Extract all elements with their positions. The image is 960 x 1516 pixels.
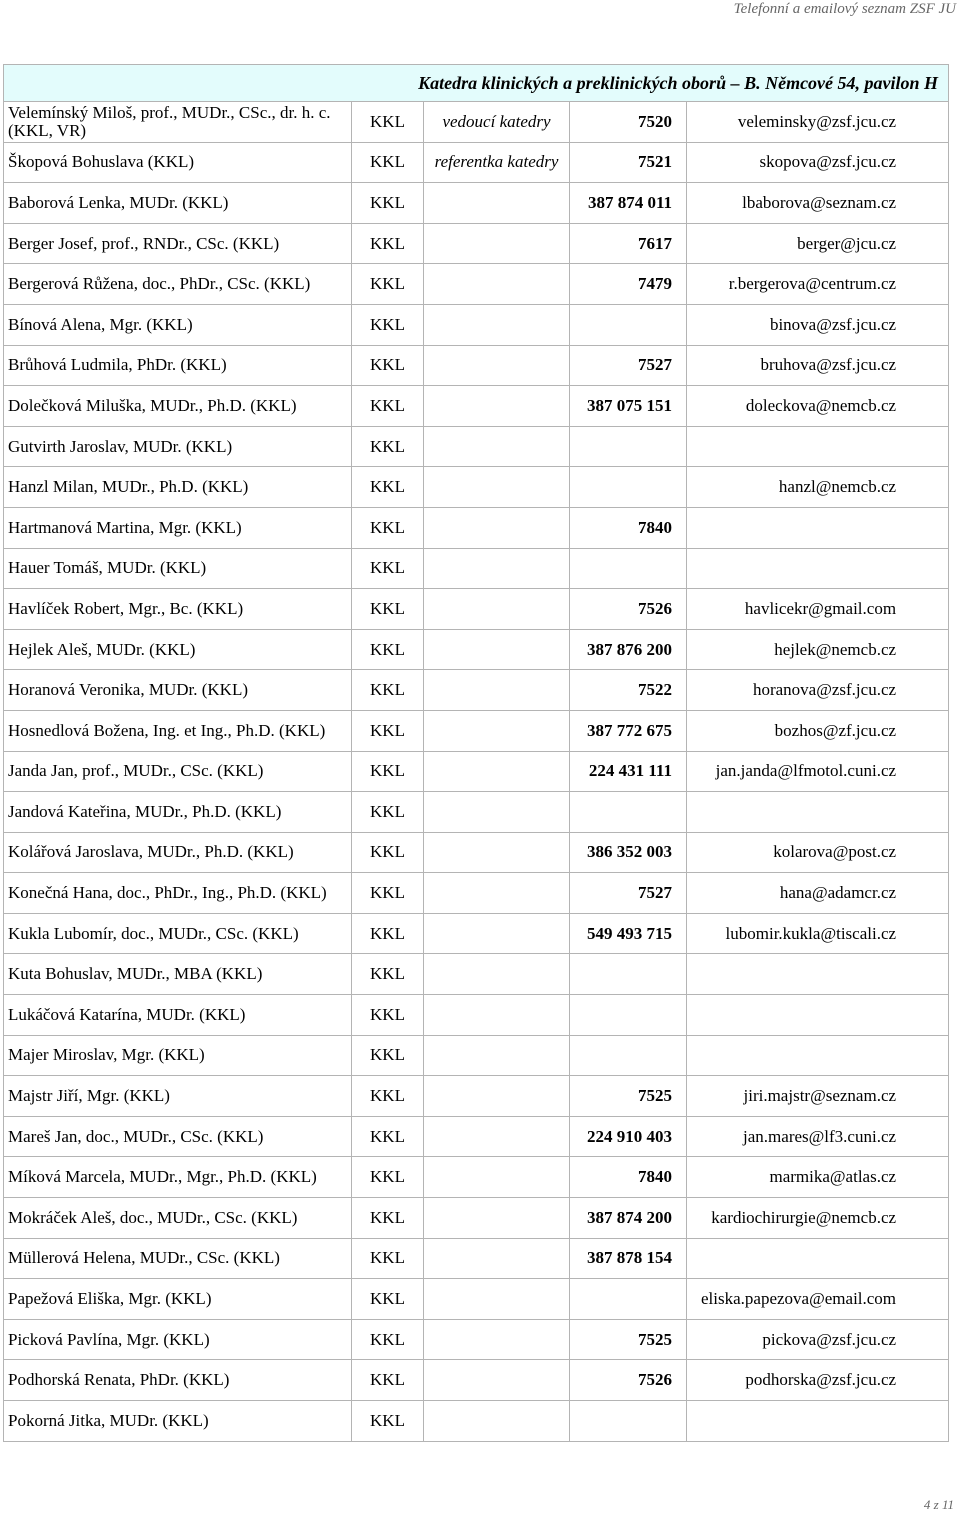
person-name-cell: Baborová Lenka, MUDr. (KKL) xyxy=(4,183,352,224)
role-cell xyxy=(424,670,570,711)
department-code-cell: KKL xyxy=(352,183,424,224)
department-code-cell: KKL xyxy=(352,1401,424,1442)
email-cell: skopova@zsf.jcu.cz xyxy=(687,142,949,183)
email-cell: lubomir.kukla@tiscali.cz xyxy=(687,913,949,954)
department-code-cell: KKL xyxy=(352,670,424,711)
table-row xyxy=(4,873,949,914)
table-row xyxy=(4,1401,949,1442)
person-name-cell: Hosnedlová Božena, Ing. et Ing., Ph.D. (KKL) xyxy=(4,710,352,751)
phone-cell xyxy=(570,467,687,508)
phone-cell: 7527 xyxy=(570,345,687,386)
department-code-cell: KKL xyxy=(352,142,424,183)
person-name-cell: Kolářová Jaroslava, MUDr., Ph.D. (KKL) xyxy=(4,832,352,873)
department-code-cell: KKL xyxy=(352,629,424,670)
table-row xyxy=(4,1035,949,1076)
table-row xyxy=(4,1319,949,1360)
person-name-cell: Papežová Eliška, Mgr. (KKL) xyxy=(4,1279,352,1320)
phone-cell xyxy=(570,426,687,467)
email-cell: jan.janda@lfmotol.cuni.cz xyxy=(687,751,949,792)
table-row xyxy=(4,995,949,1036)
role-cell xyxy=(424,1198,570,1239)
email-cell: hanzl@nemcb.cz xyxy=(687,467,949,508)
role-cell xyxy=(424,1279,570,1320)
role-cell xyxy=(424,304,570,345)
email-cell: lbaborova@seznam.cz xyxy=(687,183,949,224)
person-name-cell: Velemínský Miloš, prof., MUDr., CSc., dr. h. c. (KKL, VR) xyxy=(4,102,352,143)
table-row xyxy=(4,589,949,630)
table-row xyxy=(4,1198,949,1239)
department-code-cell: KKL xyxy=(352,507,424,548)
department-title: Katedra klinických a preklinických oborů – B. Němcové 54, pavilon H xyxy=(4,65,949,102)
department-code-cell: KKL xyxy=(352,589,424,630)
phone-cell: 386 352 003 xyxy=(570,832,687,873)
department-code-cell: KKL xyxy=(352,264,424,305)
role-cell xyxy=(424,1116,570,1157)
email-cell: eliska.papezova@email.com xyxy=(687,1279,949,1320)
phone-cell: 7526 xyxy=(570,589,687,630)
phone-cell: 387 772 675 xyxy=(570,710,687,751)
role-cell xyxy=(424,1360,570,1401)
email-cell: berger@jcu.cz xyxy=(687,223,949,264)
person-name-cell: Hauer Tomáš, MUDr. (KKL) xyxy=(4,548,352,589)
email-cell: horanova@zsf.jcu.cz xyxy=(687,670,949,711)
email-cell: marmika@atlas.cz xyxy=(687,1157,949,1198)
email-cell: havlicekr@gmail.com xyxy=(687,589,949,630)
table-row xyxy=(4,507,949,548)
role-cell xyxy=(424,183,570,224)
phone-cell: 7527 xyxy=(570,873,687,914)
table-row xyxy=(4,1360,949,1401)
email-cell: doleckova@nemcb.cz xyxy=(687,386,949,427)
table-row xyxy=(4,792,949,833)
email-cell: jiri.majstr@seznam.cz xyxy=(687,1076,949,1117)
role-cell xyxy=(424,873,570,914)
department-code-cell: KKL xyxy=(352,223,424,264)
person-name-cell: Pokorná Jitka, MUDr. (KKL) xyxy=(4,1401,352,1442)
department-code-cell: KKL xyxy=(352,1360,424,1401)
department-code-cell: KKL xyxy=(352,1035,424,1076)
page-number: 4 z 11 xyxy=(923,1497,954,1512)
role-cell xyxy=(424,1319,570,1360)
department-code-cell: KKL xyxy=(352,954,424,995)
phone-cell: 7840 xyxy=(570,507,687,548)
phone-cell xyxy=(570,995,687,1036)
table-row xyxy=(4,426,949,467)
table-row xyxy=(4,1238,949,1279)
person-name-cell: Hartmanová Martina, Mgr. (KKL) xyxy=(4,507,352,548)
role-cell xyxy=(424,995,570,1036)
person-name-cell: Majer Miroslav, Mgr. (KKL) xyxy=(4,1035,352,1076)
person-name-cell: Jandová Kateřina, MUDr., Ph.D. (KKL) xyxy=(4,792,352,833)
phone-cell: 387 874 011 xyxy=(570,183,687,224)
phone-cell: 7617 xyxy=(570,223,687,264)
role-cell xyxy=(424,751,570,792)
phone-cell: 7525 xyxy=(570,1319,687,1360)
table-row xyxy=(4,954,949,995)
department-code-cell: KKL xyxy=(352,1279,424,1320)
department-code-cell: KKL xyxy=(352,102,424,143)
person-name-cell: Škopová Bohuslava (KKL) xyxy=(4,142,352,183)
person-name-cell: Podhorská Renata, PhDr. (KKL) xyxy=(4,1360,352,1401)
department-code-cell: KKL xyxy=(352,1157,424,1198)
table-row xyxy=(4,142,949,183)
person-name-cell: Bínová Alena, Mgr. (KKL) xyxy=(4,304,352,345)
running-header-title: Telefonní a emailový seznam ZSF JU xyxy=(733,1,956,17)
department-code-cell: KKL xyxy=(352,913,424,954)
table-row xyxy=(4,832,949,873)
table-body xyxy=(4,65,949,1442)
table-row xyxy=(4,102,949,143)
role-cell xyxy=(424,913,570,954)
department-code-cell: KKL xyxy=(352,548,424,589)
table-row xyxy=(4,1157,949,1198)
email-cell xyxy=(687,1035,949,1076)
role-cell: referentka katedry xyxy=(424,142,570,183)
role-cell xyxy=(424,1035,570,1076)
table-row xyxy=(4,345,949,386)
email-cell xyxy=(687,995,949,1036)
person-name-cell: Picková Pavlína, Mgr. (KKL) xyxy=(4,1319,352,1360)
email-cell xyxy=(687,426,949,467)
role-cell xyxy=(424,589,570,630)
email-cell xyxy=(687,954,949,995)
phone-cell: 224 431 111 xyxy=(570,751,687,792)
phone-cell: 7840 xyxy=(570,1157,687,1198)
role-cell xyxy=(424,507,570,548)
phone-cell: 387 878 154 xyxy=(570,1238,687,1279)
role-cell xyxy=(424,1157,570,1198)
phone-cell: 7520 xyxy=(570,102,687,143)
phone-cell: 387 075 151 xyxy=(570,386,687,427)
phone-cell: 549 493 715 xyxy=(570,913,687,954)
department-code-cell: KKL xyxy=(352,467,424,508)
person-name-cell: Mokráček Aleš, doc., MUDr., CSc. (KKL) xyxy=(4,1198,352,1239)
department-code-cell: KKL xyxy=(352,792,424,833)
role-cell xyxy=(424,1076,570,1117)
department-code-cell: KKL xyxy=(352,426,424,467)
email-cell xyxy=(687,792,949,833)
phone-cell: 7526 xyxy=(570,1360,687,1401)
person-name-cell: Berger Josef, prof., RNDr., CSc. (KKL) xyxy=(4,223,352,264)
role-cell xyxy=(424,426,570,467)
role-cell xyxy=(424,264,570,305)
table-row xyxy=(4,913,949,954)
person-name-cell: Gutvirth Jaroslav, MUDr. (KKL) xyxy=(4,426,352,467)
phone-cell: 387 876 200 xyxy=(570,629,687,670)
email-cell: jan.mares@lf3.cuni.cz xyxy=(687,1116,949,1157)
phone-cell xyxy=(570,548,687,589)
email-cell xyxy=(687,548,949,589)
role-cell xyxy=(424,832,570,873)
department-code-cell: KKL xyxy=(352,1116,424,1157)
department-code-cell: KKL xyxy=(352,995,424,1036)
phone-directory-table xyxy=(3,64,949,1442)
role-cell xyxy=(424,386,570,427)
department-code-cell: KKL xyxy=(352,1076,424,1117)
role-cell xyxy=(424,710,570,751)
role-cell xyxy=(424,223,570,264)
person-name-cell: Konečná Hana, doc., PhDr., Ing., Ph.D. (KKL) xyxy=(4,873,352,914)
table-row xyxy=(4,1279,949,1320)
phone-cell: 7522 xyxy=(570,670,687,711)
department-code-cell: KKL xyxy=(352,345,424,386)
email-cell: r.bergerova@centrum.cz xyxy=(687,264,949,305)
email-cell: hejlek@nemcb.cz xyxy=(687,629,949,670)
phone-cell: 387 874 200 xyxy=(570,1198,687,1239)
email-cell: kolarova@post.cz xyxy=(687,832,949,873)
department-code-cell: KKL xyxy=(352,873,424,914)
role-cell: vedoucí katedry xyxy=(424,102,570,143)
person-name-cell: Kukla Lubomír, doc., MUDr., CSc. (KKL) xyxy=(4,913,352,954)
email-cell: kardiochirurgie@nemcb.cz xyxy=(687,1198,949,1239)
department-code-cell: KKL xyxy=(352,1238,424,1279)
table-row xyxy=(4,386,949,427)
table-row xyxy=(4,467,949,508)
phone-cell xyxy=(570,1401,687,1442)
email-cell: veleminsky@zsf.jcu.cz xyxy=(687,102,949,143)
table-row xyxy=(4,304,949,345)
role-cell xyxy=(424,1401,570,1442)
email-cell: binova@zsf.jcu.cz xyxy=(687,304,949,345)
department-code-cell: KKL xyxy=(352,832,424,873)
table-row xyxy=(4,710,949,751)
department-code-cell: KKL xyxy=(352,710,424,751)
email-cell xyxy=(687,507,949,548)
email-cell: bozhos@zf.jcu.cz xyxy=(687,710,949,751)
person-name-cell: Majstr Jiří, Mgr. (KKL) xyxy=(4,1076,352,1117)
department-code-cell: KKL xyxy=(352,1198,424,1239)
email-cell: bruhova@zsf.jcu.cz xyxy=(687,345,949,386)
department-code-cell: KKL xyxy=(352,1319,424,1360)
person-name-cell: Havlíček Robert, Mgr., Bc. (KKL) xyxy=(4,589,352,630)
table-row xyxy=(4,183,949,224)
department-code-cell: KKL xyxy=(352,304,424,345)
department-code-cell: KKL xyxy=(352,751,424,792)
person-name-cell: Horanová Veronika, MUDr. (KKL) xyxy=(4,670,352,711)
phone-cell xyxy=(570,792,687,833)
person-name-cell: Bergerová Růžena, doc., PhDr., CSc. (KKL) xyxy=(4,264,352,305)
person-name-cell: Mareš Jan, doc., MUDr., CSc. (KKL) xyxy=(4,1116,352,1157)
person-name-cell: Janda Jan, prof., MUDr., CSc. (KKL) xyxy=(4,751,352,792)
phone-cell xyxy=(570,304,687,345)
table-row xyxy=(4,1076,949,1117)
phone-cell: 224 910 403 xyxy=(570,1116,687,1157)
table-row xyxy=(4,1116,949,1157)
table-row xyxy=(4,223,949,264)
email-cell: podhorska@zsf.jcu.cz xyxy=(687,1360,949,1401)
person-name-cell: Kuta Bohuslav, MUDr., MBA (KKL) xyxy=(4,954,352,995)
role-cell xyxy=(424,629,570,670)
role-cell xyxy=(424,792,570,833)
role-cell xyxy=(424,467,570,508)
person-name-cell: Müllerová Helena, MUDr., CSc. (KKL) xyxy=(4,1238,352,1279)
role-cell xyxy=(424,954,570,995)
phone-cell: 7479 xyxy=(570,264,687,305)
person-name-cell: Dolečková Miluška, MUDr., Ph.D. (KKL) xyxy=(4,386,352,427)
person-name-cell: Míková Marcela, MUDr., Mgr., Ph.D. (KKL) xyxy=(4,1157,352,1198)
phone-cell: 7521 xyxy=(570,142,687,183)
table-row xyxy=(4,629,949,670)
email-cell xyxy=(687,1238,949,1279)
email-cell: hana@adamcr.cz xyxy=(687,873,949,914)
phone-cell xyxy=(570,954,687,995)
role-cell xyxy=(424,345,570,386)
person-name-cell: Hanzl Milan, MUDr., Ph.D. (KKL) xyxy=(4,467,352,508)
email-cell xyxy=(687,1401,949,1442)
department-code-cell: KKL xyxy=(352,386,424,427)
person-name-cell: Hejlek Aleš, MUDr. (KKL) xyxy=(4,629,352,670)
phone-cell xyxy=(570,1035,687,1076)
phone-cell xyxy=(570,1279,687,1320)
role-cell xyxy=(424,1238,570,1279)
person-name-cell: Lukáčová Katarína, MUDr. (KKL) xyxy=(4,995,352,1036)
department-header-row xyxy=(4,65,949,102)
role-cell xyxy=(424,548,570,589)
table-row xyxy=(4,751,949,792)
table-row xyxy=(4,670,949,711)
phone-cell: 7525 xyxy=(570,1076,687,1117)
email-cell: pickova@zsf.jcu.cz xyxy=(687,1319,949,1360)
person-name-cell: Brůhová Ludmila, PhDr. (KKL) xyxy=(4,345,352,386)
table-row xyxy=(4,264,949,305)
table-row xyxy=(4,548,949,589)
